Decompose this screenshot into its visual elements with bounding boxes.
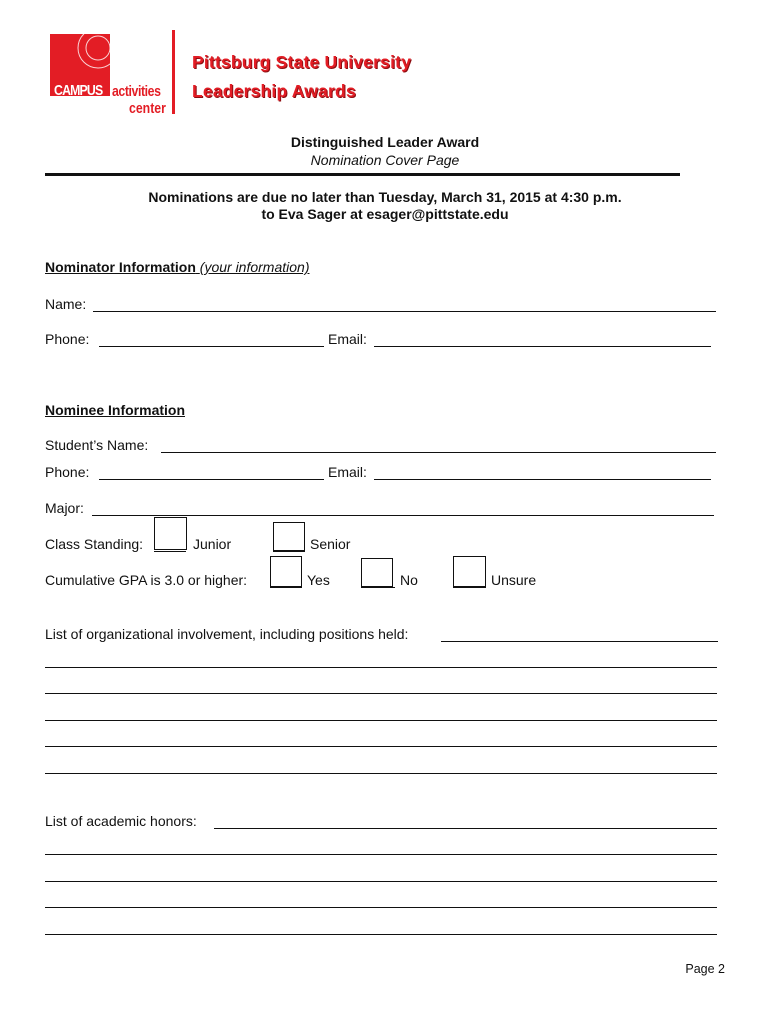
academic-honors-line[interactable] <box>45 854 717 855</box>
org-involvement-line[interactable] <box>45 693 717 694</box>
class-junior-label: Junior <box>193 536 232 552</box>
award-title: Distinguished Leader Award <box>290 134 480 150</box>
academic-honors-line[interactable] <box>45 881 717 882</box>
class-standing-label: Class Standing: <box>45 536 144 552</box>
awards-title: Leadership Awards <box>192 81 356 101</box>
logo-word-center: center <box>129 100 166 117</box>
nominator-name-label: Name: <box>45 296 87 312</box>
gpa-no-checkbox[interactable] <box>361 558 393 587</box>
logo-divider <box>172 30 175 114</box>
page-number: Page 2 <box>685 962 725 976</box>
gpa-unsure-line <box>453 587 486 588</box>
org-involvement-line[interactable] <box>45 720 717 721</box>
academic-honors-line[interactable] <box>45 934 717 935</box>
nominee-name-label: Student’s Name: <box>45 437 149 453</box>
nominee-major-label: Major: <box>45 500 84 516</box>
deadline-line-2: to Eva Sager at esager@pittstate.edu <box>261 206 509 222</box>
academic-honors-field[interactable] <box>214 828 717 829</box>
deadline-line-1: Nominations are due no later than Tuesday, March 31, 2015 at 4:30 p.m. <box>148 189 622 205</box>
org-involvement-field[interactable] <box>441 641 718 642</box>
nominee-email-label: Email: <box>328 464 367 480</box>
org-involvement-line[interactable] <box>45 667 717 668</box>
nominator-heading <box>45 259 309 275</box>
gpa-no-label: No <box>400 572 418 588</box>
gpa-yes-line <box>270 587 302 588</box>
org-involvement-line[interactable] <box>45 746 717 747</box>
nominee-major-field[interactable] <box>92 515 714 516</box>
gpa-yes-label: Yes <box>307 572 330 588</box>
nominator-phone-field[interactable] <box>99 346 324 347</box>
org-involvement-label: List of organizational involvement, including positions held: <box>45 626 409 642</box>
nominee-phone-field[interactable] <box>99 479 324 480</box>
header-rule <box>45 173 680 176</box>
class-senior-line <box>273 551 305 552</box>
nominee-heading: Nominee Information <box>45 402 186 418</box>
nominator-email-field[interactable] <box>374 346 711 347</box>
gpa-label: Cumulative GPA is 3.0 or higher: <box>45 572 248 588</box>
gpa-no-line <box>361 587 395 588</box>
university-title: Pittsburg State University <box>192 52 412 72</box>
gpa-unsure-checkbox[interactable] <box>453 556 486 587</box>
gpa-unsure-label: Unsure <box>491 572 537 588</box>
class-senior-label: Senior <box>310 536 351 552</box>
class-junior-line <box>154 551 186 552</box>
logo-word-campus: CAMPUS <box>54 82 103 99</box>
nominator-heading-note: (your information) <box>199 259 310 275</box>
gpa-yes-checkbox[interactable] <box>270 556 302 587</box>
nominator-email-label: Email: <box>328 331 367 347</box>
academic-honors-label: List of academic honors: <box>45 813 197 829</box>
org-involvement-line[interactable] <box>45 773 717 774</box>
nominee-phone-label: Phone: <box>45 464 90 480</box>
campus-activities-logo <box>50 34 168 116</box>
nominator-phone-label: Phone: <box>45 331 90 347</box>
award-subtitle: Nomination Cover Page <box>310 152 460 168</box>
nominee-email-field[interactable] <box>374 479 711 480</box>
academic-honors-line[interactable] <box>45 907 717 908</box>
nominator-heading-text: Nominator Information <box>45 259 196 275</box>
class-junior-checkbox[interactable] <box>154 517 187 550</box>
logo-word-activities: activities <box>112 83 161 100</box>
nominator-name-field[interactable] <box>93 311 716 312</box>
nominee-name-field[interactable] <box>161 452 716 453</box>
class-senior-checkbox[interactable] <box>273 522 305 551</box>
